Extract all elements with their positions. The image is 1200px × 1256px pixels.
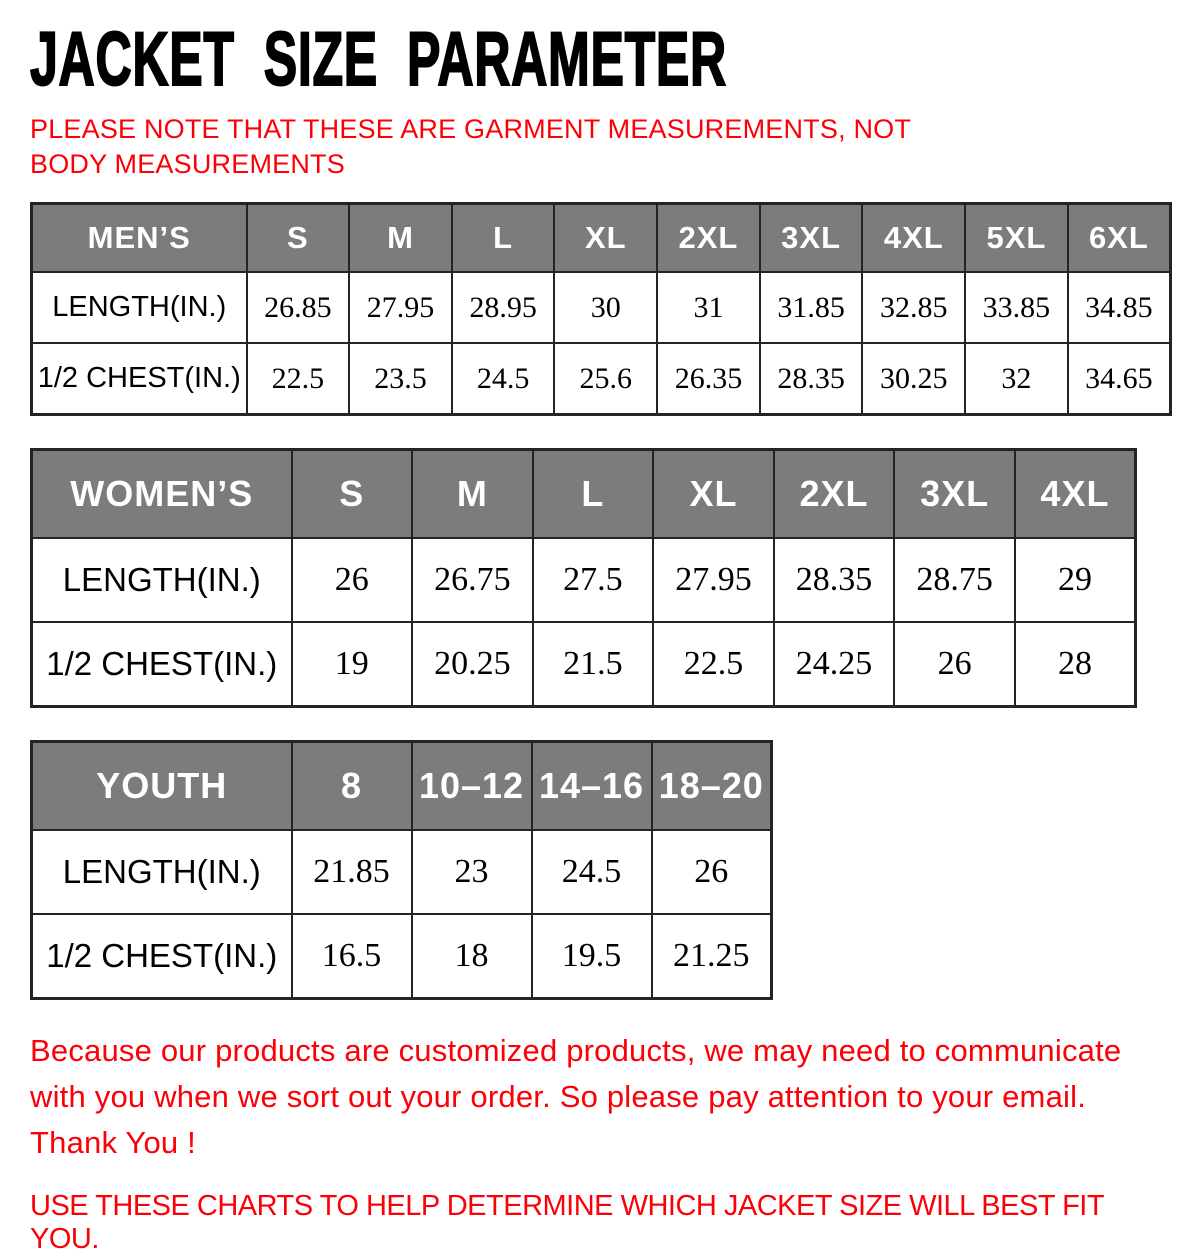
mens-value-cell: 25.6: [554, 343, 657, 415]
mens-size-header: L: [452, 204, 555, 273]
youth-value-cell: 16.5: [292, 914, 412, 999]
womens-size-header: M: [412, 450, 533, 539]
mens-size-header: S: [247, 204, 350, 273]
youth-value-cell: 26: [652, 830, 772, 914]
womens-value-cell: 28.75: [894, 538, 1015, 622]
mens-value-cell: 24.5: [452, 343, 555, 415]
youth-group-label: YOUTH: [32, 742, 292, 831]
mens-value-cell: 28.95: [452, 272, 555, 343]
youth-size-header: 18–20: [652, 742, 772, 831]
mens-value-cell: 26.85: [247, 272, 350, 343]
womens-value-cell: 24.25: [774, 622, 895, 707]
womens-group-label: WOMEN’S: [32, 450, 292, 539]
womens-size-header: 4XL: [1015, 450, 1136, 539]
womens-size-header: S: [292, 450, 413, 539]
mens-size-header: 4XL: [862, 204, 965, 273]
womens-value-cell: 22.5: [653, 622, 774, 707]
mens-value-cell: 33.85: [965, 272, 1068, 343]
page-title: [30, 17, 1200, 102]
womens-value-cell: 27.95: [653, 538, 774, 622]
mens-measurement-row: [32, 272, 1171, 343]
youth-row-label: LENGTH(IN.): [32, 830, 292, 914]
youth-value-cell: 21.25: [652, 914, 772, 999]
womens-value-cell: 26: [292, 538, 413, 622]
mens-size-header: XL: [554, 204, 657, 273]
youth-measurement-row: [32, 830, 772, 914]
womens-size-table: [30, 448, 1137, 708]
youth-value-cell: 18: [412, 914, 532, 999]
youth-size-header: 8: [292, 742, 412, 831]
womens-value-cell: 19: [292, 622, 413, 707]
mens-value-cell: 22.5: [247, 343, 350, 415]
womens-header-row: [32, 450, 1136, 539]
mens-size-header: 5XL: [965, 204, 1068, 273]
mens-row-label: 1/2 CHEST(IN.): [32, 343, 247, 415]
womens-value-cell: 27.5: [533, 538, 654, 622]
page-title-text: JACKET SIZE PARAMETER: [30, 17, 727, 102]
customization-notice: Because our products are customized products, we may need to communicate with you when we sort out your order. So please pay attention to your email. Thank You !: [30, 1033, 1122, 1160]
mens-row-label: LENGTH(IN.): [32, 272, 247, 343]
youth-value-cell: 24.5: [532, 830, 652, 914]
mens-value-cell: 28.35: [760, 343, 863, 415]
mens-size-header: 3XL: [760, 204, 863, 273]
womens-size-header: XL: [653, 450, 774, 539]
chart-usage-instruction: USE THESE CHARTS TO HELP DETERMINE WHICH JACKET SIZE WILL BEST FIT YOU.: [30, 1190, 1104, 1255]
mens-measurement-row: [32, 343, 1171, 415]
womens-measurement-row: [32, 622, 1136, 707]
mens-value-cell: 31: [657, 272, 760, 343]
womens-row-label: LENGTH(IN.): [32, 538, 292, 622]
mens-value-cell: 34.85: [1068, 272, 1171, 343]
youth-value-cell: 21.85: [292, 830, 412, 914]
youth-value-cell: 23: [412, 830, 532, 914]
garment-measurement-note: PLEASE NOTE THAT THESE ARE GARMENT MEASUREMENTS, NOT BODY MEASUREMENTS: [30, 114, 911, 179]
womens-value-cell: 28.35: [774, 538, 895, 622]
mens-size-header: 2XL: [657, 204, 760, 273]
mens-value-cell: 30.25: [862, 343, 965, 415]
mens-size-header: M: [349, 204, 452, 273]
youth-value-cell: 19.5: [532, 914, 652, 999]
mens-value-cell: 31.85: [760, 272, 863, 343]
youth-header-row: [32, 742, 772, 831]
youth-size-header: 10–12: [412, 742, 532, 831]
womens-size-header: L: [533, 450, 654, 539]
jacket-size-chart-page: [0, 17, 1200, 1255]
mens-header-row: [32, 204, 1171, 273]
womens-value-cell: 20.25: [412, 622, 533, 707]
womens-value-cell: 26: [894, 622, 1015, 707]
mens-value-cell: 26.35: [657, 343, 760, 415]
mens-size-table: [30, 202, 1172, 416]
womens-value-cell: 21.5: [533, 622, 654, 707]
mens-value-cell: 34.65: [1068, 343, 1171, 415]
womens-value-cell: 26.75: [412, 538, 533, 622]
mens-value-cell: 23.5: [349, 343, 452, 415]
mens-group-label: MEN’S: [32, 204, 247, 273]
youth-row-label: 1/2 CHEST(IN.): [32, 914, 292, 999]
mens-size-header: 6XL: [1068, 204, 1171, 273]
womens-row-label: 1/2 CHEST(IN.): [32, 622, 292, 707]
mens-value-cell: 27.95: [349, 272, 452, 343]
womens-value-cell: 28: [1015, 622, 1136, 707]
mens-value-cell: 32: [965, 343, 1068, 415]
youth-measurement-row: [32, 914, 772, 999]
womens-size-header: 3XL: [894, 450, 1015, 539]
youth-size-table: [30, 740, 773, 1000]
mens-value-cell: 32.85: [862, 272, 965, 343]
womens-size-header: 2XL: [774, 450, 895, 539]
womens-value-cell: 29: [1015, 538, 1136, 622]
youth-size-header: 14–16: [532, 742, 652, 831]
mens-value-cell: 30: [554, 272, 657, 343]
womens-measurement-row: [32, 538, 1136, 622]
